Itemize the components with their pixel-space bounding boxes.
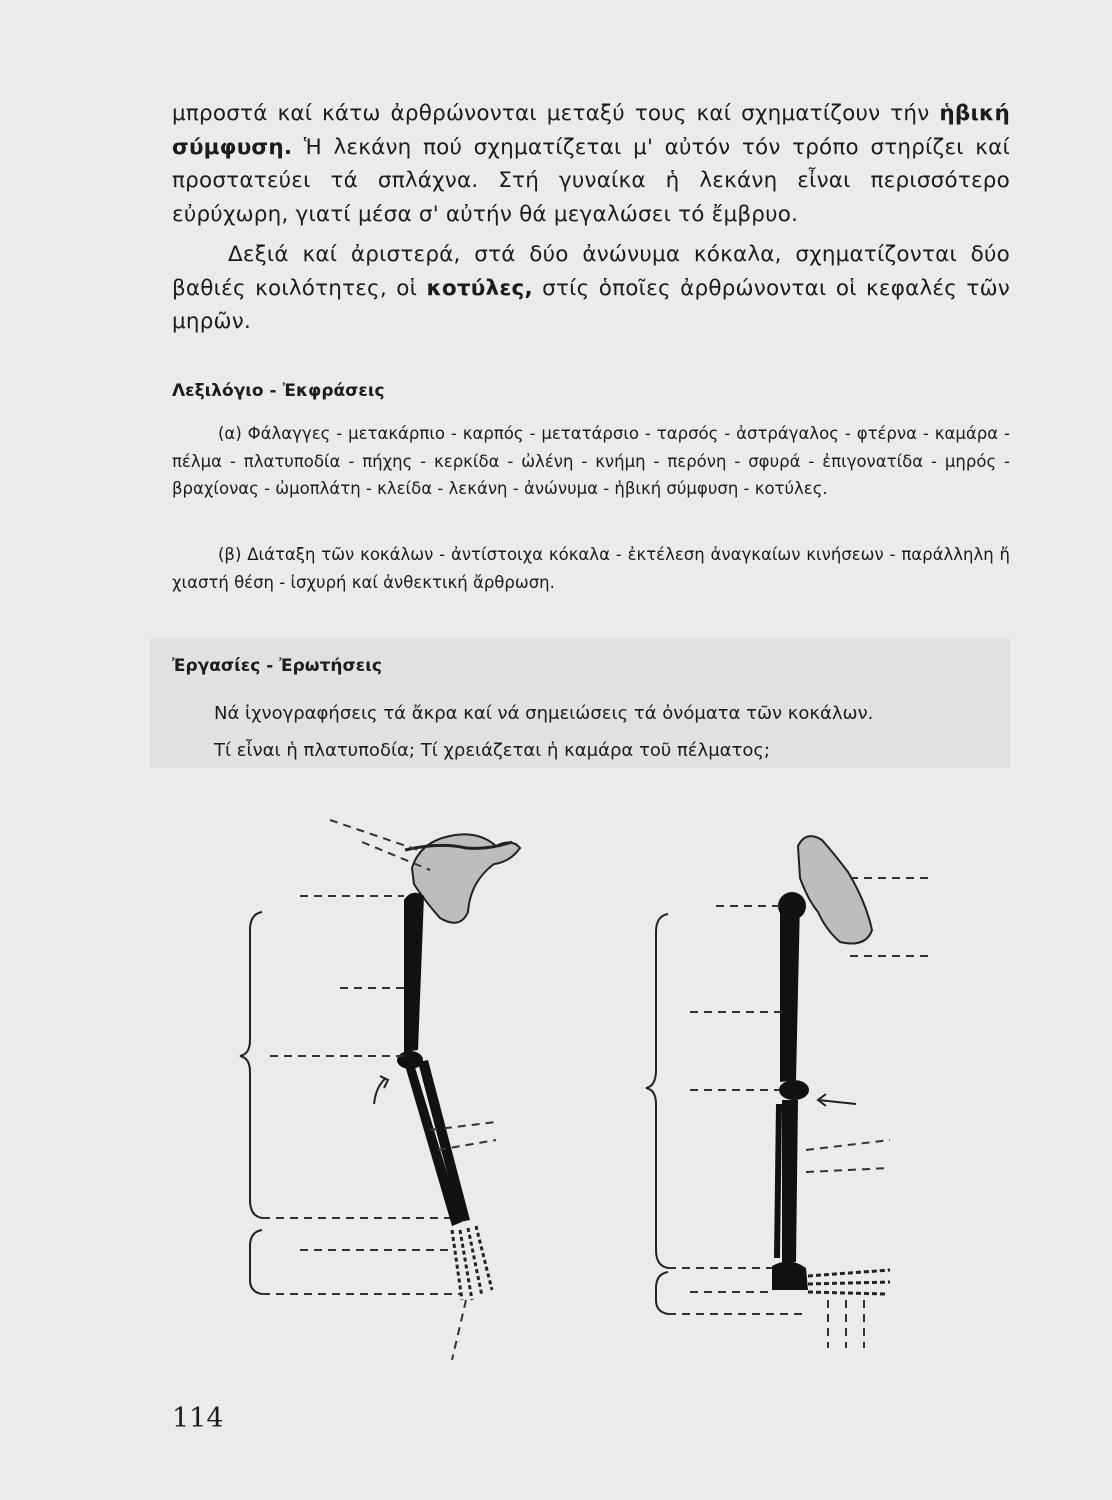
leg-bracket [646, 914, 668, 1268]
hand-bones [452, 1226, 492, 1300]
paragraph-text: Ἡ λεκάνη πού σχηματίζεται μ' αὐτόν τόν τρόπο στηρίζει καί προστατεύει τά σπλάχνα. Στή γυναίκα ἡ λεκάνη εἶναι περισσότερο εὐρύχωρη, γιατί μέσα σ' αὐτήν θά μεγαλώσει τό ἔμβρυο. [172, 134, 1010, 227]
ankle-bones [772, 1261, 808, 1290]
paragraph-text: Δεξιά καί ἀριστερά, στά δύο ἀνώνυμα κόκαλα, σχηματίζονται δύο βαθιές κοιλότητες, οἱ [172, 242, 1010, 301]
tibia-bone [782, 1100, 798, 1262]
femur-bone [780, 902, 800, 1082]
knee-arrow-icon [818, 1094, 856, 1106]
exercise-task-1: Νά ἰχνογραφήσεις τά ἄκρα καί νά σημειώσεις τά ὀνόματα τῶν κοκάλων. [214, 703, 874, 724]
paragraph-text: μπροστά καί κάτω ἀρθρώνονται μεταξύ τους καί σχηματίζουν τήν [172, 101, 940, 126]
hand-bracket [250, 1230, 262, 1294]
term-pubic-symphysis: ἡβική σύμφυση. [172, 101, 1010, 160]
vocabulary-list-a: (α) Φάλαγγες - μετακάρπιο - καρπός - μετατάρσιο - ταρσός - ἀστράγαλος - φτέρνα - καμάρα - πέλμα - πλατυποδία - πήχης - κερκίδα - ὠλένη - κνήμη - περόνη - σφυρά - ἐπιγονατίδα - μηρός - βραχίονας - ὠμοπλάτη - κλείδα - λεκάνη - ἀνώνυμα - ἡβική σύμφυση - κοτύλες. [172, 424, 1010, 498]
arm-bracket [240, 912, 262, 1218]
vocabulary-list-b: (β) Διάταξη τῶν κοκάλων - ἀντίστοιχα κόκαλα - ἐκτέλεση ἀναγκαίων κινήσεων - παράλληλη ἤ χιαστή θέση - ἰσχυρή καί ἀνθεκτική ἄρθρωση. [172, 545, 1010, 592]
pelvis-bone [798, 836, 872, 943]
fibula-bone [774, 1104, 782, 1258]
vocabulary-heading: Λεξιλόγιο - Ἐκφράσεις [172, 381, 385, 401]
leg-skeleton [646, 836, 930, 1348]
foot-bracket [656, 1272, 668, 1314]
page-number: 114 [172, 1403, 224, 1434]
arm-skeleton [240, 820, 520, 1360]
foot-bones [808, 1270, 890, 1294]
exercises-heading: Ἐργασίες - Ἐρωτήσεις [172, 656, 382, 676]
humerus-bone [404, 893, 424, 1052]
exercise-task-2: Τί εἶναι ἡ πλατυποδία; Τί χρειάζεται ἡ καμάρα τοῦ πέλματος; [214, 740, 770, 761]
term-acetabula: κοτύλες, [426, 275, 533, 301]
paragraph-text: στίς ὁποῖες ἀρθρώνονται οἱ κεφαλές τῶν μηρῶν. [172, 275, 1010, 334]
knee-joint [779, 1080, 809, 1100]
rotation-arrow-icon [374, 1076, 388, 1104]
